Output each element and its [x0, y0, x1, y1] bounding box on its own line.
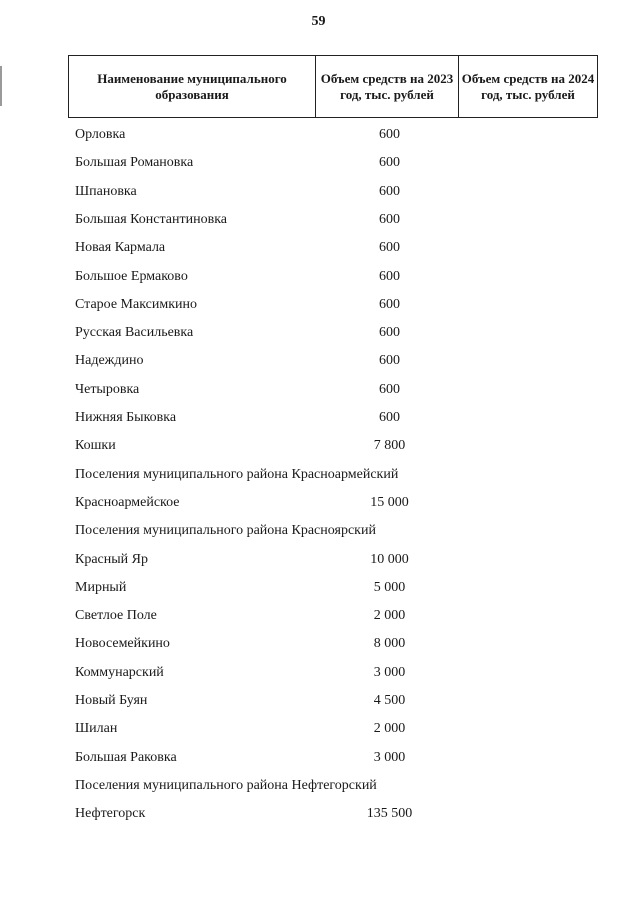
- table-row: [0, 121, 637, 149]
- amount-2023: 135 500: [366, 806, 413, 822]
- table-row: [0, 263, 637, 291]
- table-row: [0, 291, 637, 319]
- table-row: [0, 319, 637, 347]
- table-row: [0, 149, 637, 177]
- municipality-name: Русская Васильевка: [75, 325, 194, 341]
- table-row: [0, 602, 637, 630]
- municipality-name: Шилан: [75, 721, 118, 737]
- group-heading: Поселения муниципального района Нефтегорский: [75, 777, 377, 793]
- table-row: [0, 347, 637, 375]
- amount-2023: 600: [379, 410, 400, 425]
- table-row: [0, 800, 637, 828]
- table-row: [0, 546, 637, 574]
- municipality-name: Большое Ермаково: [75, 268, 188, 284]
- municipality-name: Красный Яр: [75, 551, 148, 567]
- municipality-name: Нефтегорск: [75, 806, 146, 822]
- table-row: [0, 659, 637, 687]
- amount-2023: 600: [379, 127, 400, 142]
- municipality-name: Шпановка: [75, 183, 137, 199]
- table-row: [0, 178, 637, 206]
- scan-edge-mark: [0, 66, 2, 106]
- table-header: [68, 55, 598, 118]
- municipality-name: Большая Константиновка: [75, 211, 228, 227]
- table-row: [0, 206, 637, 234]
- amount-2023: 3 000: [373, 749, 406, 765]
- table-row: [0, 234, 637, 262]
- amount-2023: 2 000: [373, 721, 406, 737]
- municipality-name: Мирный: [75, 579, 127, 595]
- municipality-name: Старое Максимкино: [75, 296, 198, 312]
- amount-2023: 5 000: [373, 579, 406, 595]
- amount-2023: 4 500: [373, 693, 406, 708]
- amount-2023: 2 000: [373, 608, 406, 624]
- amount-2023: 8 000: [373, 636, 406, 652]
- table-row: [0, 574, 637, 602]
- column-header-municipality: Наименование муниципального образования: [69, 56, 316, 117]
- amount-2023: 600: [379, 325, 400, 341]
- table-row: [0, 432, 637, 460]
- municipality-name: Орловка: [75, 127, 126, 142]
- group-heading: Поселения муниципального района Красноярский: [75, 523, 376, 539]
- amount-2023: 7 800: [373, 438, 406, 454]
- amount-2023: 3 000: [373, 664, 406, 680]
- amount-2023: 600: [379, 353, 400, 369]
- municipality-name: Новосемейкино: [75, 636, 170, 652]
- group-heading-row: [0, 517, 637, 545]
- table-row: [0, 715, 637, 743]
- column-header-2024: Объем средств на 2024 год, тыс. рублей: [461, 70, 595, 102]
- amount-2023: 600: [379, 155, 400, 171]
- table-row: [0, 489, 637, 517]
- municipality-name: Большая Раковка: [75, 749, 177, 765]
- group-heading-row: [0, 461, 637, 489]
- amount-2023: 10 000: [370, 551, 409, 567]
- amount-2023: 600: [379, 183, 400, 199]
- municipality-name: Новая Кармала: [75, 240, 166, 256]
- group-heading-row: [0, 772, 637, 800]
- municipality-name: Коммунарский: [75, 664, 164, 680]
- table-row: [0, 404, 637, 432]
- column-header-2023: Объем средств на 2023 год, тыс. рублей: [316, 56, 459, 117]
- municipality-name: Надеждино: [75, 353, 144, 369]
- amount-2023: 600: [379, 296, 400, 312]
- municipality-name: Кошки: [75, 438, 116, 454]
- municipality-name: Нижняя Быковка: [75, 410, 177, 425]
- amount-2023: 600: [379, 240, 400, 256]
- amount-2023: 600: [379, 211, 400, 227]
- municipality-name: Новый Буян: [75, 693, 148, 708]
- group-heading: Поселения муниципального района Красноармейский: [75, 466, 399, 482]
- municipality-name: Светлое Поле: [75, 608, 157, 624]
- amount-2023: 600: [379, 268, 400, 284]
- table-row: [0, 687, 637, 715]
- amount-2023: 600: [379, 381, 400, 397]
- municipality-name: Большая Романовка: [75, 155, 194, 171]
- table-row: [0, 630, 637, 658]
- page-number: 59: [311, 14, 326, 29]
- municipality-name: Красноармейское: [75, 494, 180, 510]
- table-row: [0, 376, 637, 404]
- amount-2023: 15 000: [370, 494, 409, 510]
- municipality-name: Четыровка: [75, 381, 140, 397]
- table-row: [0, 744, 637, 772]
